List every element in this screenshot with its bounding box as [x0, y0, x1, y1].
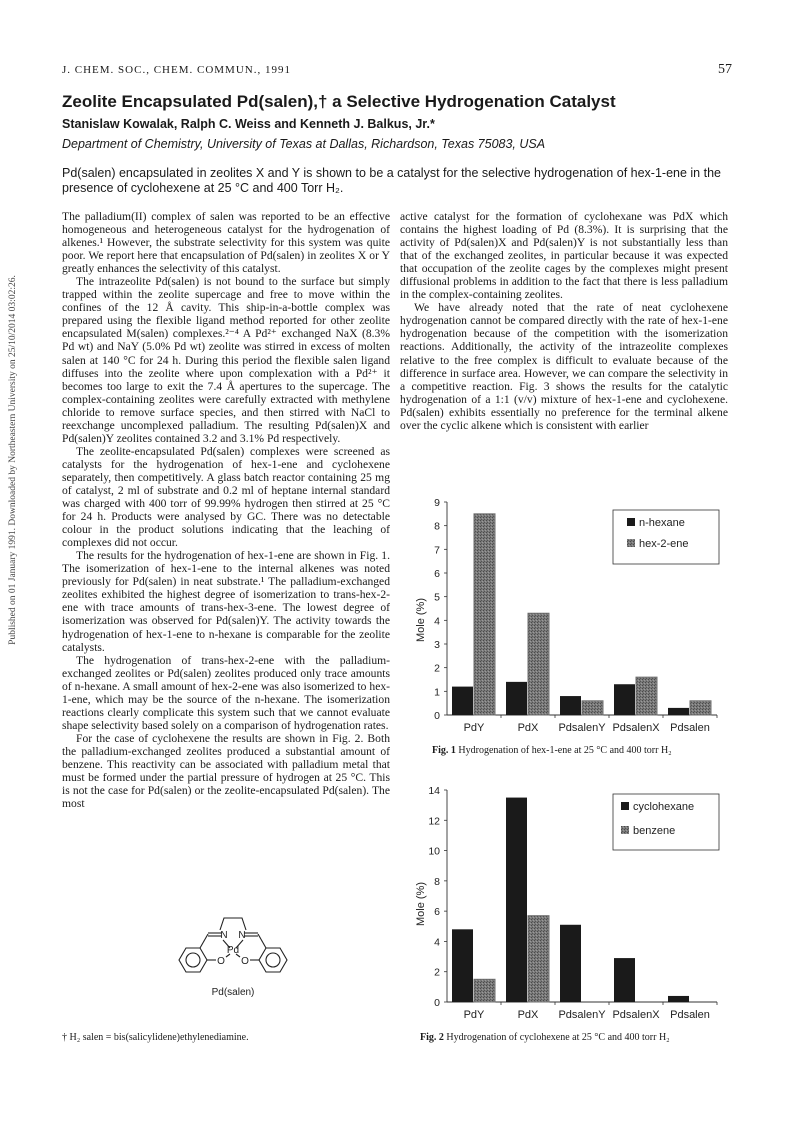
atom-n-left: N: [220, 930, 228, 941]
bar-n-hexane-Pdsalen: [668, 708, 689, 715]
figure-2-caption: [420, 1032, 670, 1043]
y-tick-label: 0: [434, 710, 440, 722]
paragraph: The intrazeolite Pd(salen) is not bound to the surface but simply trapped within the zeolite supercage and free to move within the confines of the 12 Å cavity. This ship-in-a-bottle complex was prepared using the flexible ligand method reported for other zeolite encapsulated M(salen) complexes.²⁻⁴ A Pd²⁺ exchanged NaX (8.3% Pd wt) and NaY (5.0% Pd wt) zeolite was stirred in excess of molten salen at 140 °C for 24 h. During this period the flexible salen ligand diffuses into the zeolite where upon complexation with a Pd²⁺ it becomes too large to exit the 7.4 Å apertures to the supercage. The complex-containing zeolites were carefully extracted with methylene chloride to remove surface species, and then stirred with NaCl to reexchange uncomplexed palladium. The resulting Pd(salen)X and Pd(salen)Y zeolites contained 3.2 and 3.1% Pd respectively.: [62, 275, 390, 445]
y-tick-label: 12: [428, 815, 440, 828]
y-tick-label: 0: [434, 997, 440, 1009]
bar-cyclohexane-PdY: [452, 929, 473, 1002]
figure-2-label: Fig. 2: [420, 1032, 444, 1043]
figure-1-label: Fig. 1: [432, 745, 456, 756]
y-tick-label: 8: [434, 875, 440, 888]
bar-hex-2-ene-PdX: [528, 613, 549, 715]
footnote: † H₂ salen = bis(salicylidene)ethylenediamine.: [62, 1032, 249, 1043]
legend-label-hex-2-ene: hex-2-ene: [639, 538, 689, 550]
y-tick-label: 3: [434, 639, 440, 651]
x-tick-label: PdX: [517, 1009, 539, 1021]
bar-benzene-PdY: [474, 979, 495, 1002]
y-tick-label: 14: [428, 785, 440, 797]
y-tick-label: 4: [434, 936, 440, 949]
x-tick-label: PdY: [463, 1009, 485, 1021]
abstract: Pd(salen) encapsulated in zeolites X and Y is shown to be a catalyst for the selective hydrogenation of hex-1-ene in the presence of cyclohexene at 25 °C and 400 Torr H₂.: [62, 166, 721, 195]
phenyl-ring-right: [259, 948, 287, 972]
bond: [200, 934, 208, 948]
bar-cyclohexane-PdsalenX: [614, 958, 635, 1002]
bar-hex-2-ene-PdsalenY: [582, 701, 603, 715]
legend-swatch-cyclohexane: [621, 802, 629, 810]
publication-sidebar: [3, 250, 23, 670]
bar-n-hexane-PdsalenY: [560, 696, 581, 715]
x-labels: [464, 1002, 717, 1021]
y-tick-label: 10: [428, 845, 440, 858]
bar-n-hexane-PdsalenX: [614, 684, 635, 715]
y-axis-label: Mole (%): [415, 597, 427, 643]
x-tick-label: PdsalenX: [612, 1009, 660, 1021]
paragraph: The zeolite-encapsulated Pd(salen) complexes were screened as catalysts for the hydrogenation of hex-1-ene and cyclohexene separately, then competitively. A glass batch reactor containing 25 mg of catalyst, 2 ml of substrate and 0.2 ml of heptane internal standard was charged with 400 torr of 99.99% hydrogen then stirred at 25 °C for 24 h. Products were analysed by GC. There was no detectable colour in the product solutions indicating that the leaching of complexes did not occur.: [62, 444, 390, 550]
x-tick-label: PdsalenY: [558, 722, 606, 734]
atom-o-right: O: [241, 956, 249, 967]
pdsalen-structure: [160, 900, 310, 1010]
aromatic-circle-left: [186, 953, 200, 967]
page-number: 57: [718, 62, 732, 77]
paragraph: The hydrogenation of trans-hex-2-ene with the palladium-exchanged zeolites or Pd(salen) zeolites produced only trace amounts of n-hexane. A small amount of hex-2-ene was also isomerized to hex-1-ene, which may be the source of the n-hexane. The isomerization reactions clearly complicate this system such that we cannot evaluate shape selectivity based solely on a comparison of hydrogenation rates.: [62, 653, 390, 732]
bar-benzene-PdX: [528, 916, 549, 1002]
y-axis-label: Mole (%): [415, 881, 427, 927]
y-tick-label: 1: [434, 686, 440, 699]
y-ticks: [428, 785, 447, 1009]
legend-swatch-n-hexane: [627, 518, 635, 526]
figure-2-caption-text: Hydrogenation of cyclohexene at 25 °C and 400 torr H₂: [446, 1032, 670, 1043]
bar-hex-2-ene-PdY: [474, 514, 495, 715]
affiliation: Department of Chemistry, University of Texas at Dallas, Richardson, Texas 75083, USA: [62, 137, 546, 151]
structure-caption: Pd(salen): [211, 987, 255, 998]
y-tick-label: 2: [434, 662, 440, 675]
bar-n-hexane-PdX: [506, 682, 527, 715]
publication-note: Published on 01 January 1991. Downloaded by Northeastern University on 25/10/2014 03:02:26.: [8, 275, 18, 645]
x-tick-label: Pdsalen: [670, 722, 710, 734]
ethylene-bridge: [220, 918, 246, 930]
paragraph: The results for the hydrogenation of hex-1-ene are shown in Fig. 1. The isomerization of hex-1-ene to the internal alkenes was noted previously for Pd(salen) in neat substrate.¹ The palladium-exchanged zeolites exhibited the highest degree of isomerization to trans-hex-2-ene with trace amounts of trans-hex-3-ene. The lowest degree of isomerization was observed for Pd(salen)Y. The activity towards the hydrogenation of hex-1-ene to n-hexane is comparable for the zeolite catalysts.: [62, 549, 390, 654]
paragraph: The palladium(II) complex of salen was reported to be an effective homogeneous and heterogeneous catalyst for the hydrogenation of alkenes.¹ However, the substrate selectivity for this system was quite poor. We report here that encapsulation of Pd(salen) in zeolites X or Y greatly enhances the selectivity of this catalyst.: [62, 210, 390, 276]
paragraph: We have already noted that the rate of neat cyclohexene hydrogenation cannot be compared directly with the rate of hex-1-ene hydrogenation because of the competition with the isomerization reactions. Additionally, the activity of the intrazeolite complexes relative to the free complex is difficult to evaluate because of the difference in surface area. However, we can compare the selectivity in a competitive reaction. Fig. 3 shows the results for the catalytic hydrogenation of a 1:1 (v/v) mixture of hex-1-ene and cyclohexene. Pd(salen) exhibits essentially no preference for the terminal alkene over the cyclic alkene which is consistent with earlier: [400, 301, 728, 432]
figure-1-chart: [405, 496, 735, 741]
figure-1-caption: [432, 745, 672, 756]
x-tick-label: PdX: [517, 722, 539, 734]
authors: Stanislaw Kowalak, Ralph C. Weiss and Kenneth J. Balkus, Jr.*: [62, 117, 435, 131]
x-labels: [464, 715, 717, 734]
right-column: [400, 210, 728, 432]
bar-hex-2-ene-Pdsalen: [690, 701, 711, 715]
paragraph: For the case of cyclohexene the results are shown in Fig. 2. Both the palladium-exchanged zeolites produced a substantial amount of benzene. This reactivity can be associated with palladium metal that must be formed under the partial pressure of hydrogen at 25 °C. This is not the case for Pd(salen) or the zeolite-encapsulated Pd(salen). The most: [62, 731, 390, 811]
y-tick-label: 2: [434, 966, 440, 979]
bar-cyclohexane-PdsalenY: [560, 925, 581, 1002]
bar-hex-2-ene-PdsalenX: [636, 677, 657, 715]
bar-cyclohexane-Pdsalen: [668, 996, 689, 1002]
y-tick-label: 4: [434, 615, 440, 628]
legend-swatch-benzene: [621, 826, 629, 834]
paragraph: active catalyst for the formation of cyclohexane was PdX which contains the highest loading of Pd (8.3%). It is surprising that the activity of Pd(salen)X and Pd(salen)Y is not substantially less than that of the exchanged zeolites, in particular because it was expected that occupation of the zeolite cages by the complexes might present diffusional problems in addition to the fact that there is less palladium in the complex-containing zeolites.: [400, 210, 728, 302]
left-column: [62, 210, 390, 810]
atom-o-left: O: [217, 956, 225, 967]
x-tick-label: PdsalenY: [558, 1009, 606, 1021]
article-title: Zeolite Encapsulated Pd(salen),† a Selective Hydrogenation Catalyst: [62, 92, 616, 111]
y-ticks: [434, 497, 447, 722]
legend-label-benzene: benzene: [633, 825, 676, 837]
x-tick-label: PdsalenX: [612, 722, 660, 734]
y-tick-label: 8: [434, 520, 440, 533]
figure-1-caption-text: Hydrogenation of hex-1-ene at 25 °C and 400 torr H₂: [458, 745, 672, 756]
y-tick-label: 7: [434, 544, 440, 557]
legend-label-cyclohexane: cyclohexane: [633, 801, 695, 813]
y-tick-label: 6: [434, 568, 440, 580]
legend-swatch-hex-2-ene: [627, 539, 635, 547]
journal-header: J. CHEM. SOC., CHEM. COMMUN., 1991: [62, 64, 291, 76]
bar-cyclohexane-PdX: [506, 798, 527, 1002]
phenyl-ring-left: [179, 948, 207, 972]
figure-2-chart: [405, 784, 735, 1024]
x-tick-label: Pdsalen: [670, 1009, 710, 1021]
bar-n-hexane-PdY: [452, 687, 473, 715]
atom-pd: Pd: [226, 945, 240, 956]
y-tick-label: 9: [434, 497, 440, 509]
atom-n-right: N: [238, 930, 246, 941]
y-tick-label: 5: [434, 591, 440, 604]
legend-label-n-hexane: n-hexane: [639, 517, 685, 529]
y-tick-label: 6: [434, 906, 440, 919]
bond: [258, 934, 266, 948]
aromatic-circle-right: [266, 953, 280, 967]
x-tick-label: PdY: [463, 722, 485, 734]
